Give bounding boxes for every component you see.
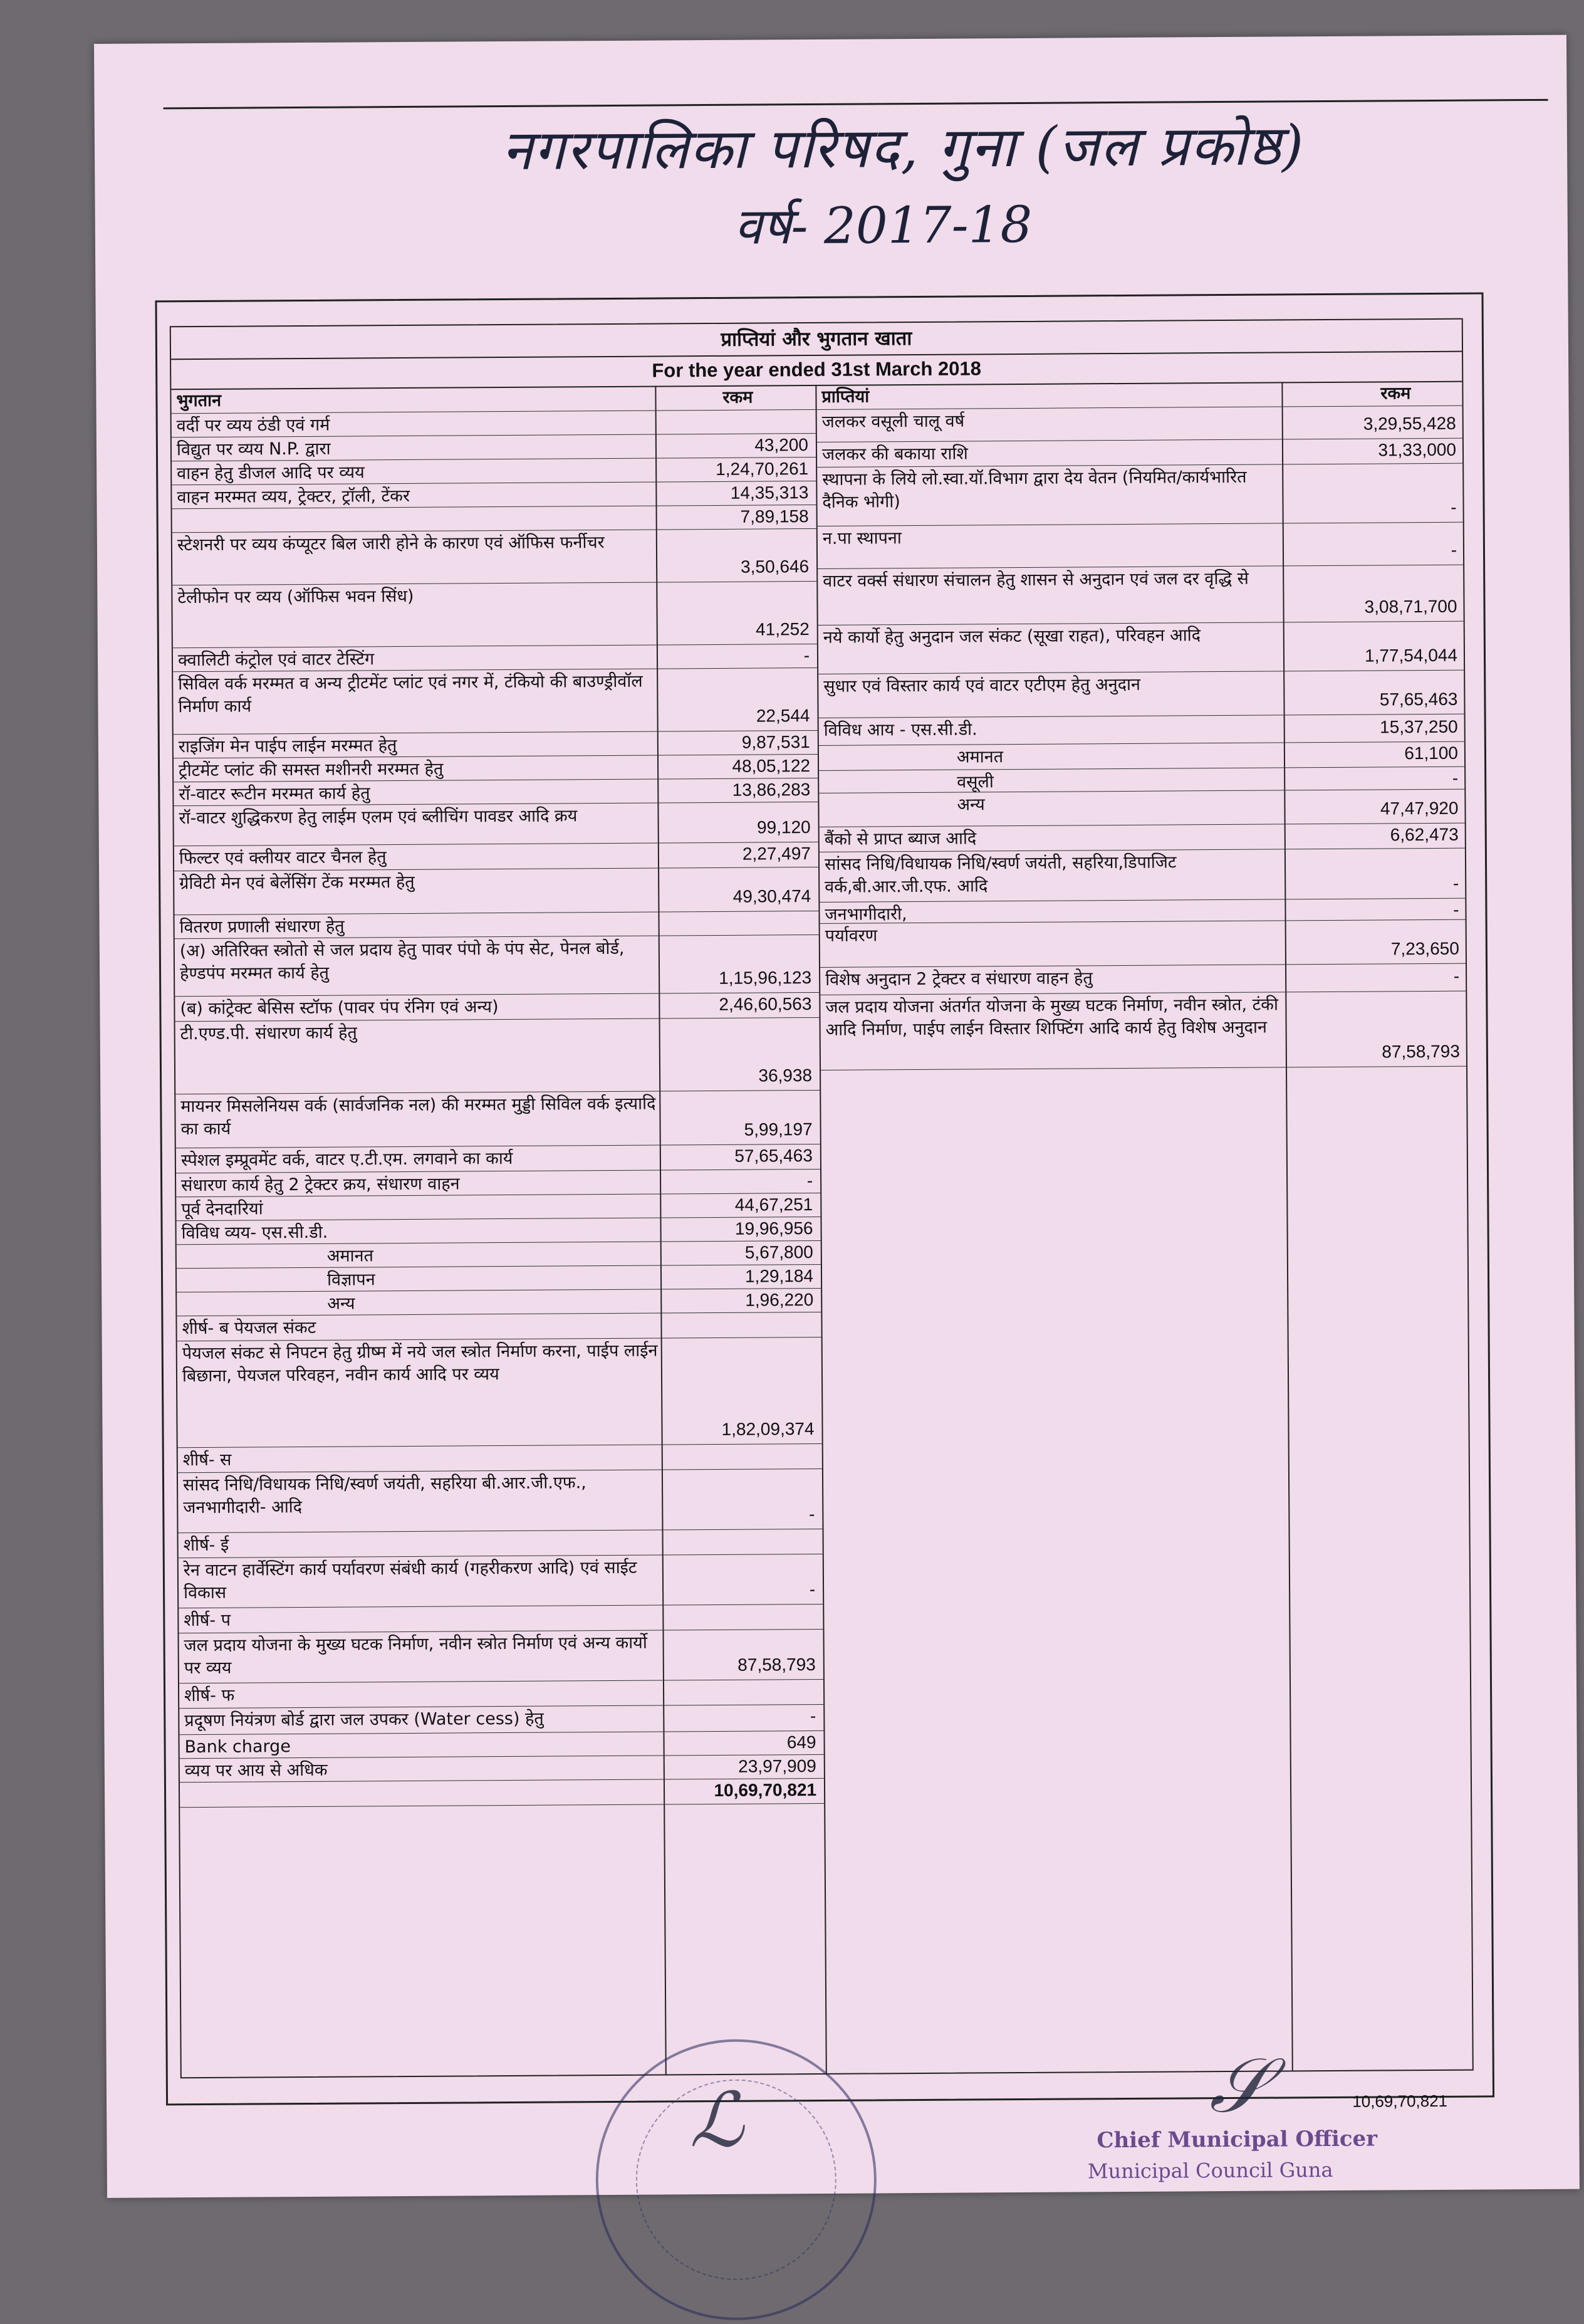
row-label: पर्यावरण bbox=[825, 926, 878, 946]
signature-right: 𝒮 bbox=[1209, 2042, 1268, 2130]
row-label: ट्रीटमेंट प्लांट की समस्त मशीनरी मरम्मत हेतु bbox=[178, 759, 444, 781]
receipt-row bbox=[817, 464, 1463, 526]
receipt-row bbox=[819, 742, 1464, 771]
row-amount: 2,27,497 bbox=[742, 844, 811, 864]
column-header-label: भुगतान bbox=[176, 390, 222, 411]
receipt-row bbox=[819, 790, 1464, 827]
payment-row bbox=[174, 755, 818, 782]
row-label: बैंको से प्राप्त ब्याज आदि bbox=[824, 829, 977, 849]
row-label: शीर्ष- ब पेयजल संकट bbox=[182, 1317, 316, 1339]
handwritten-title: नगरपालिका परिषद, गुना (जल प्रकोष्ठ) bbox=[501, 113, 1305, 183]
payments-header-row bbox=[171, 385, 815, 414]
row-label: जनभागीदारी, bbox=[825, 904, 907, 924]
payment-row bbox=[175, 1091, 820, 1148]
payment-row bbox=[177, 1289, 821, 1316]
payment-row bbox=[177, 1337, 822, 1448]
row-label: प्रदूषण नियंत्रण बोर्ड द्वारा जल उपकर (Water cess) हेतु bbox=[184, 1709, 544, 1731]
row-amount: 3,08,71,700 bbox=[1364, 596, 1457, 617]
row-amount: 22,544 bbox=[756, 706, 810, 726]
row-label: न.पा स्थापना bbox=[822, 528, 902, 548]
row-amount bbox=[668, 1681, 816, 1682]
payment-row bbox=[179, 1604, 823, 1633]
row-amount: - bbox=[1451, 497, 1457, 517]
row-amount: 36,938 bbox=[758, 1065, 813, 1086]
payment-row bbox=[176, 1193, 820, 1221]
row-amount: 1,82,09,374 bbox=[721, 1419, 815, 1439]
row-label: शीर्ष- प bbox=[184, 1610, 231, 1631]
row-label: स्टेशनरी पर व्यय कंप्यूटर बिल जारी होने के कारण एवं ऑफिस फर्नीचर bbox=[177, 533, 605, 555]
payment-row bbox=[179, 1529, 823, 1558]
row-amount: - bbox=[1453, 899, 1459, 919]
row-label: शीर्ष- फ bbox=[184, 1685, 235, 1706]
payment-row bbox=[179, 1705, 823, 1735]
receipt-row bbox=[818, 523, 1463, 569]
payment-row bbox=[179, 1731, 823, 1759]
row-amount: 7,89,158 bbox=[740, 506, 809, 526]
table-title-hindi: प्राप्तियां और भुगतान खाता bbox=[171, 320, 1462, 360]
row-amount: 99,120 bbox=[756, 817, 811, 837]
receipt-row bbox=[820, 849, 1465, 903]
column-header-label: प्राप्तियां bbox=[821, 387, 870, 407]
row-label: वाहन मरम्मत व्यय, ट्रेक्टर, ट्रॉली, टेंकर bbox=[177, 486, 410, 508]
payment-row bbox=[178, 1469, 823, 1533]
row-label: (अ) अतिरिक्त स्त्रोतो से जल प्रदाय हेतु पावर पंपो के पंप सेट, पेनल बोर्ड, हेण्डपंप मरम्मत कार्य हेतु bbox=[179, 938, 625, 984]
row-label: वाटर वर्क्स संधारण संचालन हेतु शासन से अनुदान एवं जल दर वृद्धि से bbox=[823, 568, 1249, 591]
row-amount: 61,100 bbox=[1404, 743, 1459, 763]
row-amount: 15,37,250 bbox=[1380, 716, 1458, 737]
payment-row bbox=[173, 668, 818, 735]
row-label: वाहन हेतु डीजल आदि पर व्यय bbox=[177, 463, 365, 484]
row-amount: 23,97,909 bbox=[738, 1756, 816, 1776]
payment-row bbox=[175, 935, 820, 997]
row-label: टी.एण्ड.पी. संधारण कार्य हेतु bbox=[180, 1023, 357, 1044]
row-label: नये कार्यो हेतु अनुदान जल संकट (सूखा राहत), परिवहन आदि bbox=[823, 625, 1201, 647]
payments-total-row bbox=[180, 1779, 824, 1808]
receipt-row bbox=[818, 671, 1464, 718]
row-amount: 3,50,646 bbox=[741, 557, 810, 577]
row-label: जल प्रदाय योजना अंतर्गत योजना के मुख्य घटक निर्माण, नवीन स्त्रोत, टंकी आदि निर्माण, पाईप लाईन विस्तार शिफ्टिंग आदि कार्य हेतु विशेष अनुदान bbox=[825, 995, 1279, 1040]
row-label: विविध आय - एस.सी.डी. bbox=[823, 720, 977, 740]
payment-row bbox=[174, 911, 818, 939]
column-header-amount: रकम bbox=[722, 387, 753, 407]
row-label: व्यय पर आय से अधिक bbox=[184, 1760, 328, 1781]
row-label: स्पेशल इम्प्रूवमेंट वर्क, वाटर ए.टी.एम. लगवाने का कार्य bbox=[180, 1148, 513, 1171]
row-amount: 3,29,55,428 bbox=[1363, 413, 1456, 434]
payment-row bbox=[173, 644, 817, 672]
row-label: अमानत bbox=[326, 1246, 374, 1266]
signatory-office: Municipal Council Guna bbox=[1087, 2157, 1333, 2184]
row-amount bbox=[660, 411, 808, 412]
row-amount: 5,99,197 bbox=[744, 1119, 813, 1139]
row-amount: 43,200 bbox=[754, 435, 809, 455]
row-label: अन्य bbox=[957, 795, 985, 815]
receipts-header-row bbox=[816, 381, 1462, 410]
row-amount: - bbox=[809, 1579, 816, 1599]
row-label: विद्युत पर व्यय N.P. द्वारा bbox=[176, 439, 331, 460]
row-label: जलकर वसूली चालू वर्ष bbox=[821, 411, 965, 432]
row-amount: - bbox=[810, 1706, 816, 1726]
receipt-row bbox=[820, 992, 1466, 1070]
receipt-row bbox=[819, 714, 1464, 746]
receipts-grand-total: 10,69,70,821 bbox=[1352, 2091, 1448, 2111]
payment-row bbox=[172, 529, 816, 585]
payments-grand-total: 10,69,70,821 bbox=[714, 1780, 817, 1801]
payment-row bbox=[174, 731, 818, 758]
payment-row bbox=[172, 481, 816, 509]
row-amount: 31,33,000 bbox=[1378, 439, 1457, 460]
receipts-column bbox=[816, 381, 1472, 2073]
accounts-table-inner bbox=[170, 318, 1474, 2111]
row-amount: - bbox=[1452, 768, 1459, 788]
handwritten-year: वर्ष- 2017-18 bbox=[734, 195, 1033, 256]
row-amount: 13,86,283 bbox=[732, 780, 811, 800]
row-amount: 47,47,920 bbox=[1380, 798, 1459, 819]
payment-row bbox=[177, 1241, 821, 1269]
row-amount: - bbox=[803, 646, 810, 666]
row-label: स्थापना के लिये लो.स्वा.यॉ.विभाग द्वारा देय वेतन (नियमित/कार्यभारित दैनिक भोगी) bbox=[822, 467, 1247, 512]
row-label: सुधार एवं विस्तार कार्य एवं वाटर एटीएम हेतु अनुदान bbox=[823, 674, 1141, 696]
row-amount: - bbox=[1453, 966, 1460, 986]
row-amount: 57,65,463 bbox=[734, 1146, 813, 1166]
payment-row bbox=[172, 458, 816, 485]
receipt-row bbox=[817, 406, 1462, 442]
row-amount: 1,96,220 bbox=[745, 1290, 814, 1310]
row-amount: - bbox=[1452, 873, 1459, 893]
payment-row bbox=[172, 410, 816, 437]
receipt-row bbox=[820, 920, 1466, 968]
row-label: टेलीफोन पर व्यय (ऑफिस भवन सिंध) bbox=[177, 586, 414, 608]
receipt-row bbox=[820, 964, 1466, 995]
row-label: अन्य bbox=[327, 1294, 355, 1314]
row-label: विविध व्यय- एस.सी.डी. bbox=[181, 1222, 328, 1243]
payment-row bbox=[172, 505, 816, 533]
column-header-amount: रकम bbox=[1380, 384, 1411, 404]
row-amount: 6,62,473 bbox=[1390, 824, 1459, 845]
row-label: (ब) कांट्रेक्ट बेसिस स्टॉफ (पावर पंप रंनिग एवं अन्य) bbox=[180, 997, 499, 1019]
row-label: वर्दी पर व्यय ठंडी एवं गर्म bbox=[176, 415, 330, 436]
row-amount: 2,46,60,563 bbox=[719, 994, 812, 1014]
payment-row bbox=[176, 1144, 820, 1173]
row-label: Bank charge bbox=[184, 1737, 291, 1757]
row-amount: 87,58,793 bbox=[1382, 1041, 1460, 1062]
accounts-table bbox=[155, 292, 1495, 2111]
row-label: शीर्ष- ई bbox=[183, 1535, 229, 1556]
table-title-english: For the year ended 31st March 2018 bbox=[171, 351, 1462, 390]
row-label: जल प्रदाय योजना के मुख्य घटक निर्माण, नवीन स्त्रोत निर्माण एवं अन्य कार्यो पर व्यय bbox=[184, 1633, 647, 1678]
payment-row bbox=[172, 582, 817, 648]
row-label: जलकर की बकाया राशि bbox=[821, 444, 968, 464]
row-label: अमानत bbox=[956, 747, 1004, 767]
row-amount: 19,96,956 bbox=[734, 1218, 813, 1238]
row-amount: 1,24,70,261 bbox=[716, 459, 809, 479]
row-label: पेयजल संकट से निपटन हेतु ग्रीष्म में नये जल स्त्रोत निर्माण करना, पाईप लाईन बिछाना, पेयजल परिवहन, नवीन कार्य आदि पर व्यय bbox=[182, 1341, 658, 1386]
row-amount: 7,23,650 bbox=[1390, 938, 1459, 959]
document-page bbox=[94, 35, 1580, 2198]
row-label: विशेष अनुदान 2 ट्रेक्टर व संधारण वाहन हेतु bbox=[825, 968, 1093, 990]
row-amount bbox=[667, 1445, 815, 1446]
row-amount: 5,67,800 bbox=[744, 1242, 813, 1262]
receipt-row bbox=[819, 767, 1464, 793]
row-label: राइजिंग मेन पाईप लाईन मरम्मत हेतु bbox=[178, 736, 397, 757]
payment-row bbox=[176, 1170, 820, 1197]
row-label: ग्रेविटी मेन एवं बेलेंसिंग टेंक मरम्मत हेतु bbox=[179, 872, 415, 894]
receipt-row bbox=[820, 824, 1465, 852]
row-label: शीर्ष- स bbox=[182, 1450, 232, 1470]
payment-row bbox=[177, 1265, 821, 1292]
payment-row bbox=[175, 993, 819, 1022]
row-label: पूर्व देनदारियां bbox=[181, 1199, 263, 1220]
row-amount: - bbox=[1451, 540, 1457, 560]
row-label: मायनर मिसलेनियस वर्क (सार्वजनिक नल) की मरम्मत मुड्डी सिविल वर्क इत्यादि का कार्य bbox=[180, 1094, 656, 1139]
row-label: रेन वाटन हार्वेस्टिंग कार्य पर्यावरण संबंधी कार्य (गहरीकरण आदि) एवं साईट विकास bbox=[183, 1557, 637, 1603]
payment-row bbox=[172, 434, 816, 461]
row-label: सांसद निधि/विधायक निधि/स्वर्ण जयंती, सहरिया,डिपाजिट वर्क,बी.आर.जी.एफ. आदि bbox=[824, 852, 1177, 897]
row-amount: 1,15,96,123 bbox=[719, 968, 812, 988]
payment-row bbox=[174, 842, 818, 871]
payment-row bbox=[179, 1554, 823, 1608]
payments-column bbox=[171, 385, 826, 2077]
row-amount: 9,87,531 bbox=[741, 732, 810, 752]
row-amount: - bbox=[806, 1171, 813, 1191]
row-label: रॉ-वाटर शुद्धिकरण हेतु लाईम एलम एवं ब्लीचिंग पावडर आदि क्रय bbox=[179, 806, 578, 829]
row-amount: 14,35,313 bbox=[730, 483, 809, 503]
receipt-row bbox=[818, 565, 1464, 625]
row-amount: 649 bbox=[786, 1732, 816, 1752]
payment-row bbox=[175, 1018, 820, 1094]
row-label: सांसद निधि/विधायक निधि/स्वर्ण जयंती, सहरिया बी.आर.जी.एफ., जनभागीदारी- आदि bbox=[182, 1473, 586, 1518]
payment-row bbox=[174, 867, 818, 915]
receipt-row bbox=[818, 622, 1464, 674]
row-label: रॉ-वाटर रूटीन मरम्मत कार्य हेतु bbox=[179, 783, 370, 805]
signatory-title: Chief Municipal Officer bbox=[1097, 2126, 1378, 2154]
receipt-row bbox=[817, 439, 1462, 468]
row-label: क्वालिटी कंट्रोल एवं वाटर टेस्टिंग bbox=[177, 649, 375, 671]
payment-row bbox=[174, 802, 818, 846]
row-label: सिविल वर्क मरम्मत व अन्य ट्रीटमेंट प्लांट एवं नगर में, टंकियो की बाउण्ड्रीवॉल निर्माण कार्य bbox=[178, 671, 643, 717]
row-amount: 44,67,251 bbox=[734, 1195, 813, 1215]
row-label: वसूली bbox=[957, 772, 994, 792]
signature-left: ℒ bbox=[689, 2076, 744, 2165]
payment-row bbox=[179, 1680, 823, 1709]
row-label: विज्ञापन bbox=[326, 1270, 375, 1290]
payment-row bbox=[177, 1312, 821, 1341]
row-amount: 49,30,474 bbox=[732, 886, 811, 906]
payment-row bbox=[179, 1630, 823, 1683]
row-amount: 1,77,54,044 bbox=[1364, 645, 1458, 666]
payment-row bbox=[176, 1217, 820, 1245]
payment-row bbox=[174, 778, 818, 806]
payment-row bbox=[178, 1444, 822, 1473]
row-label: संधारण कार्य हेतु 2 ट्रेक्टर क्रय, संधारण वाहन bbox=[181, 1174, 460, 1196]
row-amount: 87,58,793 bbox=[737, 1655, 816, 1675]
row-label: फिल्टर एवं क्लीयर वाटर चैनल हेतु bbox=[179, 847, 387, 869]
row-amount: 41,252 bbox=[755, 619, 810, 639]
row-amount: 48,05,122 bbox=[732, 756, 811, 776]
payment-row bbox=[180, 1755, 824, 1782]
row-amount: 57,65,463 bbox=[1379, 689, 1458, 709]
row-amount: 1,29,184 bbox=[744, 1266, 814, 1286]
row-amount: - bbox=[808, 1504, 815, 1524]
row-label: वितरण प्रणाली संधारण हेतु bbox=[179, 916, 345, 938]
